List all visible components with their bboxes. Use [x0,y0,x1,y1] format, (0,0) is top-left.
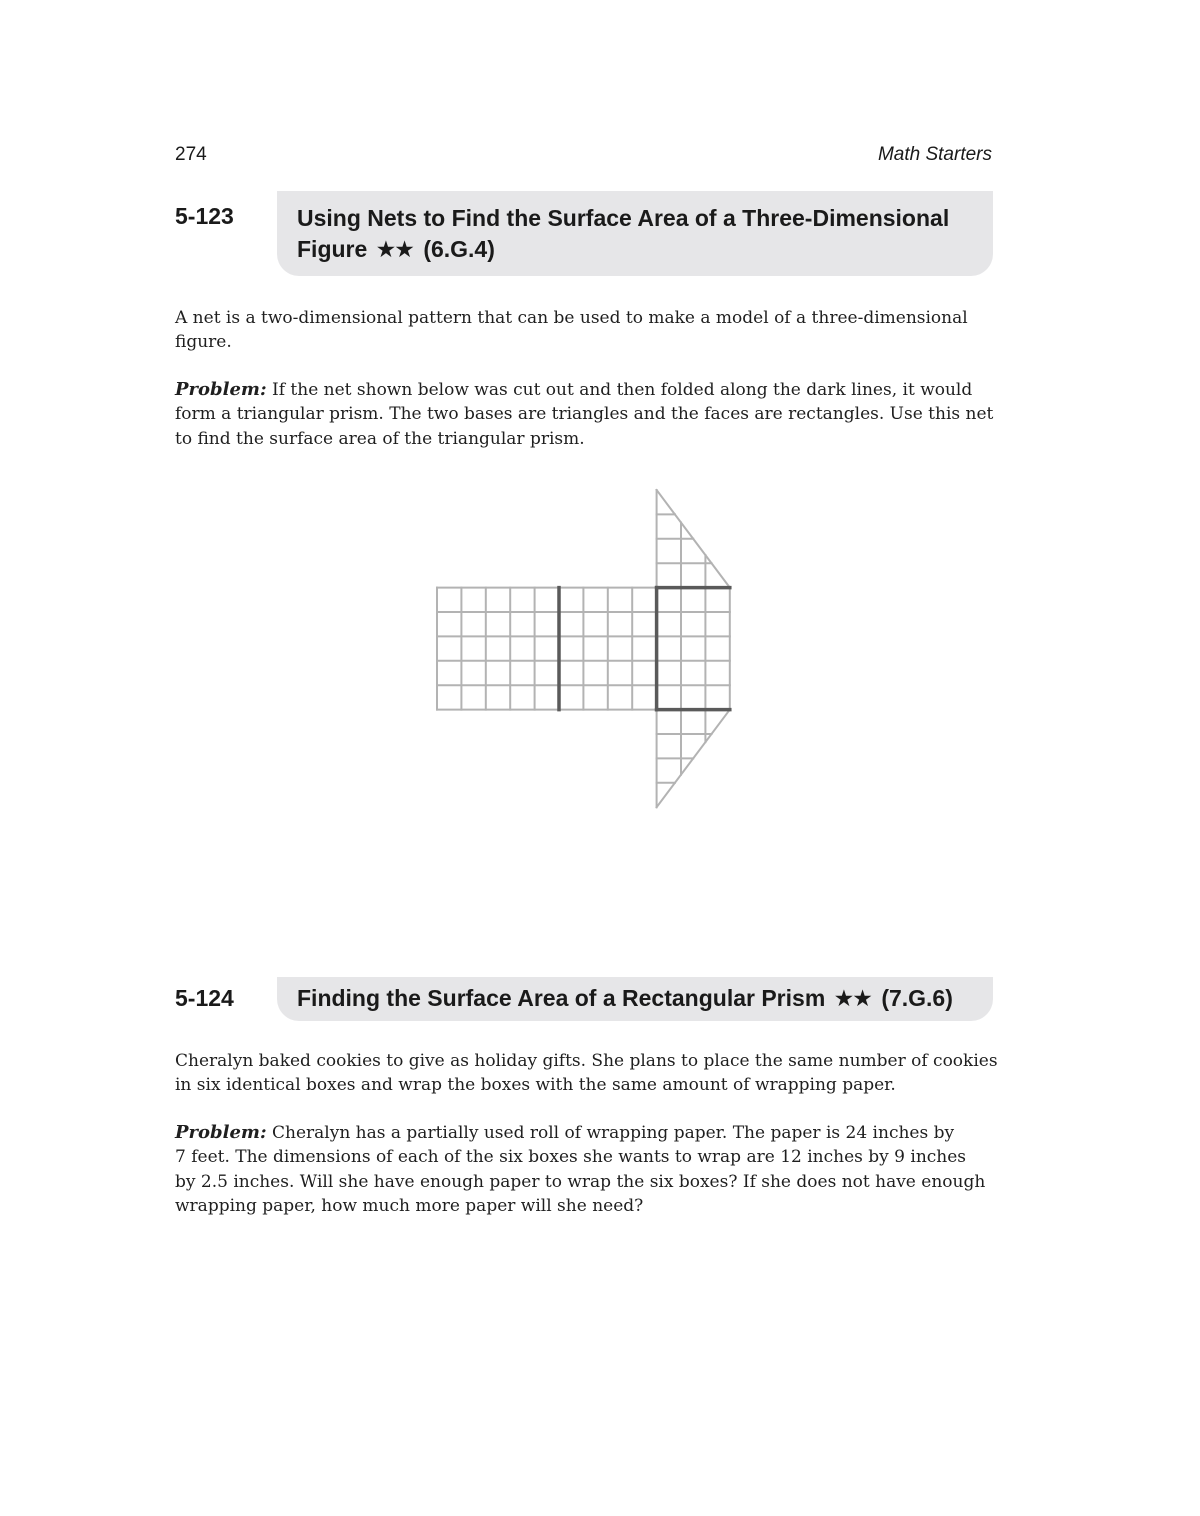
running-head: Math Starters [877,144,992,165]
problem-title-line: Using Nets to Find the Surface Area of a Three-Dimensional [297,205,950,231]
text-line: A net is a two-dimensional pattern that can be used to make a model of a three-dimensional [175,308,968,328]
triangular-prism-net-figure [430,483,740,818]
problem-title-line [297,234,993,265]
difficulty-stars-icon: ★★ [833,985,871,1011]
text-line: by 2.5 inches. Will she have enough paper to wrap the six boxes? If she does not have enough [175,1171,986,1192]
problem-text: If the net shown below was cut out and then folded along the dark lines, it would [266,380,973,400]
standard-code: (6.G.4) [423,236,495,262]
text-line: in six identical boxes and wrap the boxes with the same amount of wrapping paper. [175,1075,896,1096]
text-line: wrapping paper, how much more paper will she need? [175,1195,644,1216]
problem-intro [175,306,990,355]
page-number: 274 [175,144,207,165]
problem-title-text: Figure [297,236,368,262]
problem-statement [175,1121,990,1218]
problem-statement [175,378,994,451]
problem-title-text: Finding the Surface Area of a Rectangular Prism [297,985,826,1011]
problem-title-band [277,977,993,1021]
text-line [175,378,990,402]
problem-number: 5-123 [175,203,234,229]
problem-title-band [277,191,993,276]
problem-label: Problem: [175,379,267,400]
text-line [175,1121,990,1145]
text-line: Cheralyn baked cookies to give as holiday gifts. She plans to place the same number of cookies [175,1051,998,1071]
text-line: to find the surface area of the triangular prism. [175,428,585,449]
problem-intro [175,1049,998,1098]
text-line: figure. [175,332,232,353]
problem-number: 5-124 [175,985,234,1011]
problem-text: Cheralyn has a partially used roll of wrapping paper. The paper is 24 inches by [266,1123,955,1143]
standard-code: (7.G.6) [881,985,953,1011]
difficulty-stars-icon: ★★ [375,236,413,262]
problem-label: Problem: [175,1122,267,1143]
text-line: form a triangular prism. The two bases are triangles and the faces are rectangles. Use this net [175,404,994,425]
text-line: 7 feet. The dimensions of each of the six boxes she wants to wrap are 12 inches by 9 inches [175,1147,967,1168]
